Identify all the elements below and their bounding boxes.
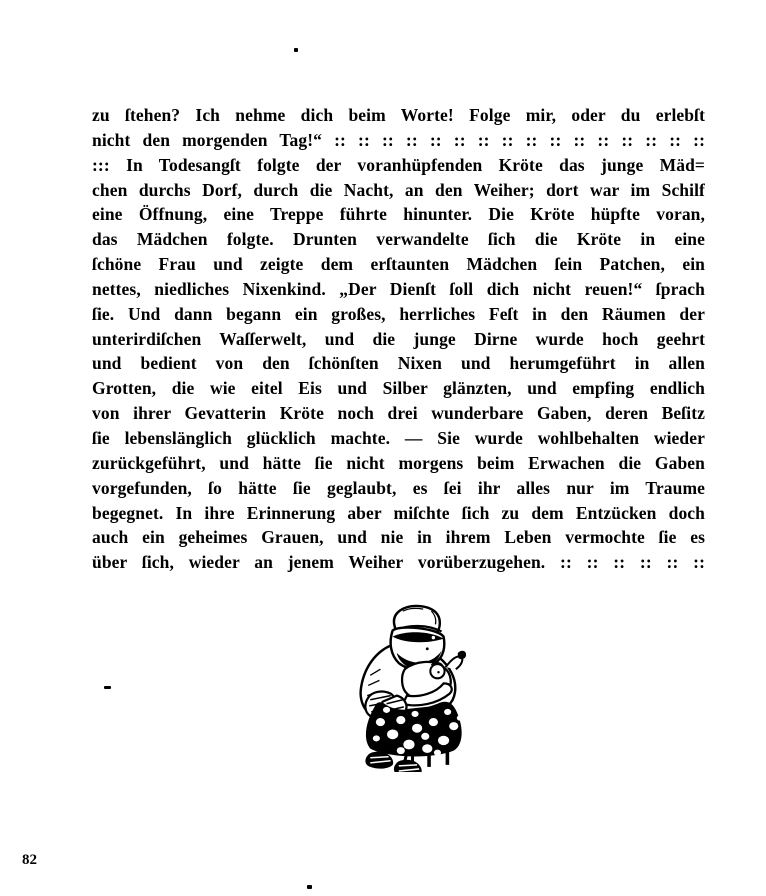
text-line: zu ſtehen? Ich nehme dich beim Worte! Folge mir, oder du erlebſt (92, 105, 705, 125)
toad-illustration-svg (356, 604, 468, 772)
text-line: begegnet. In ihre Erinnerung aber miſchte ſich zu dem Entzücken doch (92, 502, 705, 523)
toad-illustration (356, 604, 468, 772)
ink-speck (307, 885, 312, 889)
text-line: und bedient von den ſchönſten Nixen und herumgeführt in allen (92, 353, 705, 374)
ink-speck (294, 48, 298, 52)
text-line: nettes, niedliches Nixenkind. „Der Dienſt ſoll dich nicht reuen!“ ſprach (92, 278, 705, 299)
text-line: zurückgeführt, und hätte ſie nicht morgens beim Erwachen die Gaben (92, 452, 705, 473)
text-line: chen durchs Dorf, durch die Nacht, an den Weiher; dort war im Schilf (92, 179, 705, 200)
story-text (92, 103, 705, 575)
text-line: ſie. Und dann begann ein großes, herrliches Feſt in den Räumen der (92, 303, 705, 324)
text-line: ſchöne Frau und zeigte dem erſtaunten Mädchen ſein Patchen, ein (92, 254, 705, 275)
text-line: eine Öffnung, eine Treppe führte hinunter. Die Kröte hüpfte voran, (92, 204, 705, 225)
text-line: über ſich, wieder an jenem Weiher vorüberzugehen. :: :: :: :: :: :: (92, 552, 705, 573)
text-line: Grotten, die wie eitel Eis und Silber glänzten, und empfing endlich (92, 378, 705, 399)
page-number: 82 (22, 852, 37, 868)
baby-hand-icon (458, 651, 466, 659)
ink-speck (104, 686, 111, 689)
text-line: ſie lebenslänglich glücklich machte. — Sie wurde wohlbehalten wieder (92, 427, 705, 448)
text-line: das Mädchen folgte. Drunten verwandelte ſich die Kröte in eine (92, 229, 705, 250)
text-line: auch ein geheimes Grauen, und nie in ihrem Leben vermochte ſie es (92, 527, 705, 548)
text-line: unterirdiſchen Waſſerwelt, und die junge Dirne wurde hoch geehrt (92, 328, 705, 349)
text-line: vorgefunden, ſo hätte ſie geglaubt, es ſei ihr alles nur im Traume (92, 477, 705, 498)
text-line: von ihrer Gevatterin Kröte noch drei wunderbare Gaben, deren Beſitz (92, 403, 705, 424)
text-line: ::: In Todesangſt folgte der voranhüpfenden Kröte das junge Mäd= (92, 154, 705, 175)
text-line: nicht den morgenden Tag!“ :: :: :: :: :: :: :: :: :: :: :: :: :: :: :: :: (92, 129, 705, 150)
